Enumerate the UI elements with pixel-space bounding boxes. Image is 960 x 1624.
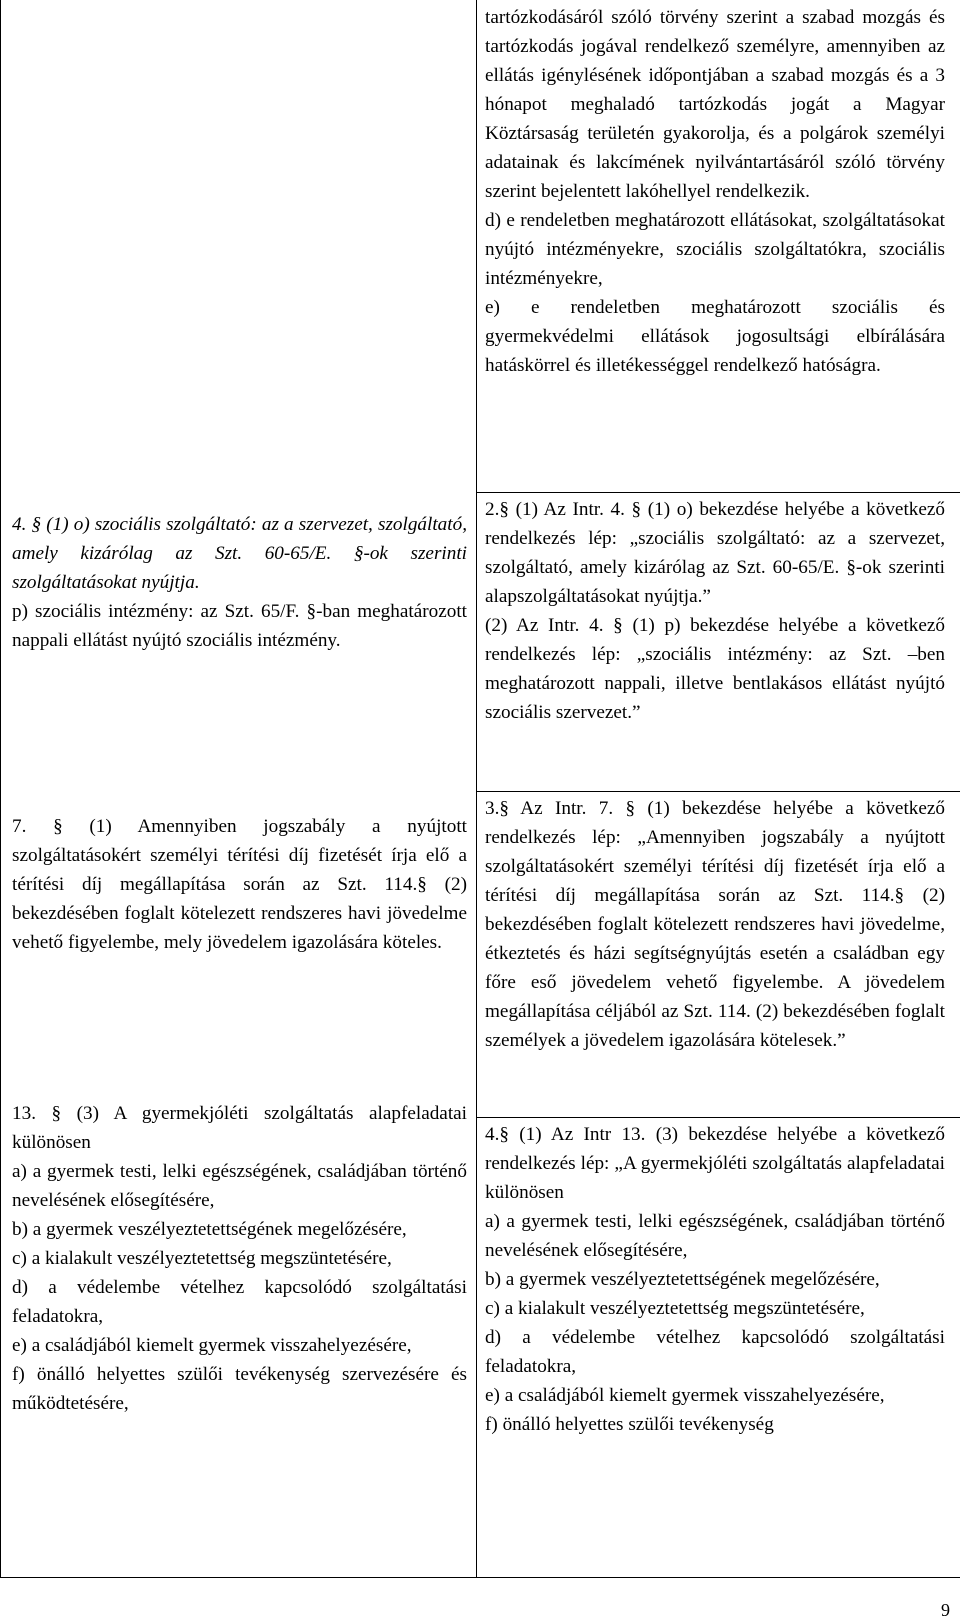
right-4-item: a) a gyermek testi, lelki egészségének, családjában történő nevelésének elősegítésére, [485, 1211, 945, 1261]
right-section-3 [485, 794, 945, 1055]
right-2-2: (2) Az Intr. 4. § (1) p) bekezdése helyébe a következő rendelkezés lép: „szociális intézmény: az Szt. –ben meghatározott nappali, illetve bentlakásos ellátást nyújtó szociális szervezet.” [485, 615, 945, 723]
left-sec4-p: p) szociális intézmény: az Szt. 65/F. §-ban meghatározott nappali ellátást nyújtó szociális intézmény. [12, 601, 467, 651]
left-sec13-intro: 13. § (3) A gyermekjóléti szolgáltatás alapfeladatai különösen [12, 1103, 467, 1153]
row-separator [476, 791, 960, 792]
right-4-item: b) a gyermek veszélyeztetettségének megelőzésére, [485, 1269, 880, 1290]
row-separator [476, 1117, 960, 1118]
right-section-2 [485, 495, 945, 727]
right-top-block [485, 3, 945, 380]
right-4-intro: 4.§ (1) Az Intr 13. (3) bekezdése helyébe a következő rendelkezés lép: „A gyermekjóléti szolgáltatás alapfeladatai különösen [485, 1124, 945, 1203]
left-sec13-item: b) a gyermek veszélyeztetettségének megelőzésére, [12, 1219, 407, 1240]
row-separator [476, 492, 960, 493]
left-section-13 [12, 1099, 467, 1418]
right-top-text: tartózkodásáról szóló törvény szerint a szabad mozgás és tartózkodás jogával rendelkező személyre, amennyiben az ellátás igénylésének időpontjában a szabad mozgás és a 3 hónapot meghaladó tartózkodás jogát a Magyar Köztársaság területén gyakorolja, és a polgárok személyi adatainak és lakcímének nyilvántartásáról szóló törvény szerint bejelentett lakóhellyel rendelkezik. [485, 7, 945, 202]
right-3-text: 3.§ Az Intr. 7. § (1) bekezdése helyébe a következő rendelkezés lép: „Amennyiben jogszabály a nyújtott szolgáltatásokért személyi térítési díj fizetését írja elő a térítési díj megállapítása során az Szt. 114.§ (2) bekezdésében foglalt kötelezett rendszeres havi jövedelme, étkeztetés és házi segítségnyújtás esetén a családban egy főre eső jövedelem vehető figyelembe. A jövedelem megállapítása céljából az Szt. 114. (2) bekezdésében foglalt személyek a jövedelem igazolására kötelesek.” [485, 798, 945, 1051]
right-4-item: d) a védelembe vételhez kapcsolódó szolgáltatási feladatokra, [485, 1327, 945, 1377]
left-sec13-item: e) a családjából kiemelt gyermek visszahelyezésére, [12, 1335, 412, 1356]
left-sec4-o: 4. § (1) o) szociális szolgáltató: az a szervezet, szolgáltató, amely kizárólag az Szt. 60-65/E. §-ok szerinti szolgáltatásokat nyújtja. [12, 514, 467, 593]
column-divider [476, 0, 477, 1577]
left-sec13-item: c) a kialakult veszélyeztetettség megszüntetésére, [12, 1248, 392, 1269]
right-e-text: e) e rendeletben meghatározott szociális és gyermekvédelmi ellátások jogosultsági elbírálására hatáskörrel és illetékességgel rendelkező hatóságra. [485, 297, 945, 376]
left-sec13-item: f) önálló helyettes szülői tevékenység szervezésére és működtetésére, [12, 1364, 467, 1414]
page-number: 9 [941, 1600, 950, 1620]
left-sec7-text: 7. § (1) Amennyiben jogszabály a nyújtott szolgáltatásokért személyi térítési díj fizetését írja elő a térítési díj megállapítása során az Szt. 114.§ (2) bekezdésében foglalt kötelezett rendszeres havi jövedelme vehető figyelembe, mely jövedelem igazolására köteles. [12, 816, 467, 953]
left-section-7 [12, 812, 467, 957]
right-2-1: 2.§ (1) Az Intr. 4. § (1) o) bekezdése helyébe a következő rendelkezés lép: „szociális szolgáltató: az a szervezet, szolgáltató, amely kizárólag az Szt. 60-65/E. §-ok szerinti alapszolgáltatásokat nyújtja.” [485, 499, 945, 607]
right-4-item: f) önálló helyettes szülői tevékenység [485, 1414, 774, 1435]
left-sec13-item: a) a gyermek testi, lelki egészségének, családjában történő nevelésének elősegítésére, [12, 1161, 467, 1211]
right-4-item: c) a kialakult veszélyeztetettség megszüntetésére, [485, 1298, 865, 1319]
right-4-item: e) a családjából kiemelt gyermek visszahelyezésére, [485, 1385, 885, 1406]
right-d-text: d) e rendeletben meghatározott ellátásokat, szolgáltatásokat nyújtó intézményekre, szociális szolgáltatókra, szociális intézményekre, [485, 210, 945, 289]
right-section-4 [485, 1120, 945, 1439]
left-section-4 [12, 510, 467, 655]
left-sec13-item: d) a védelembe vételhez kapcsolódó szolgáltatási feladatokra, [12, 1277, 467, 1327]
